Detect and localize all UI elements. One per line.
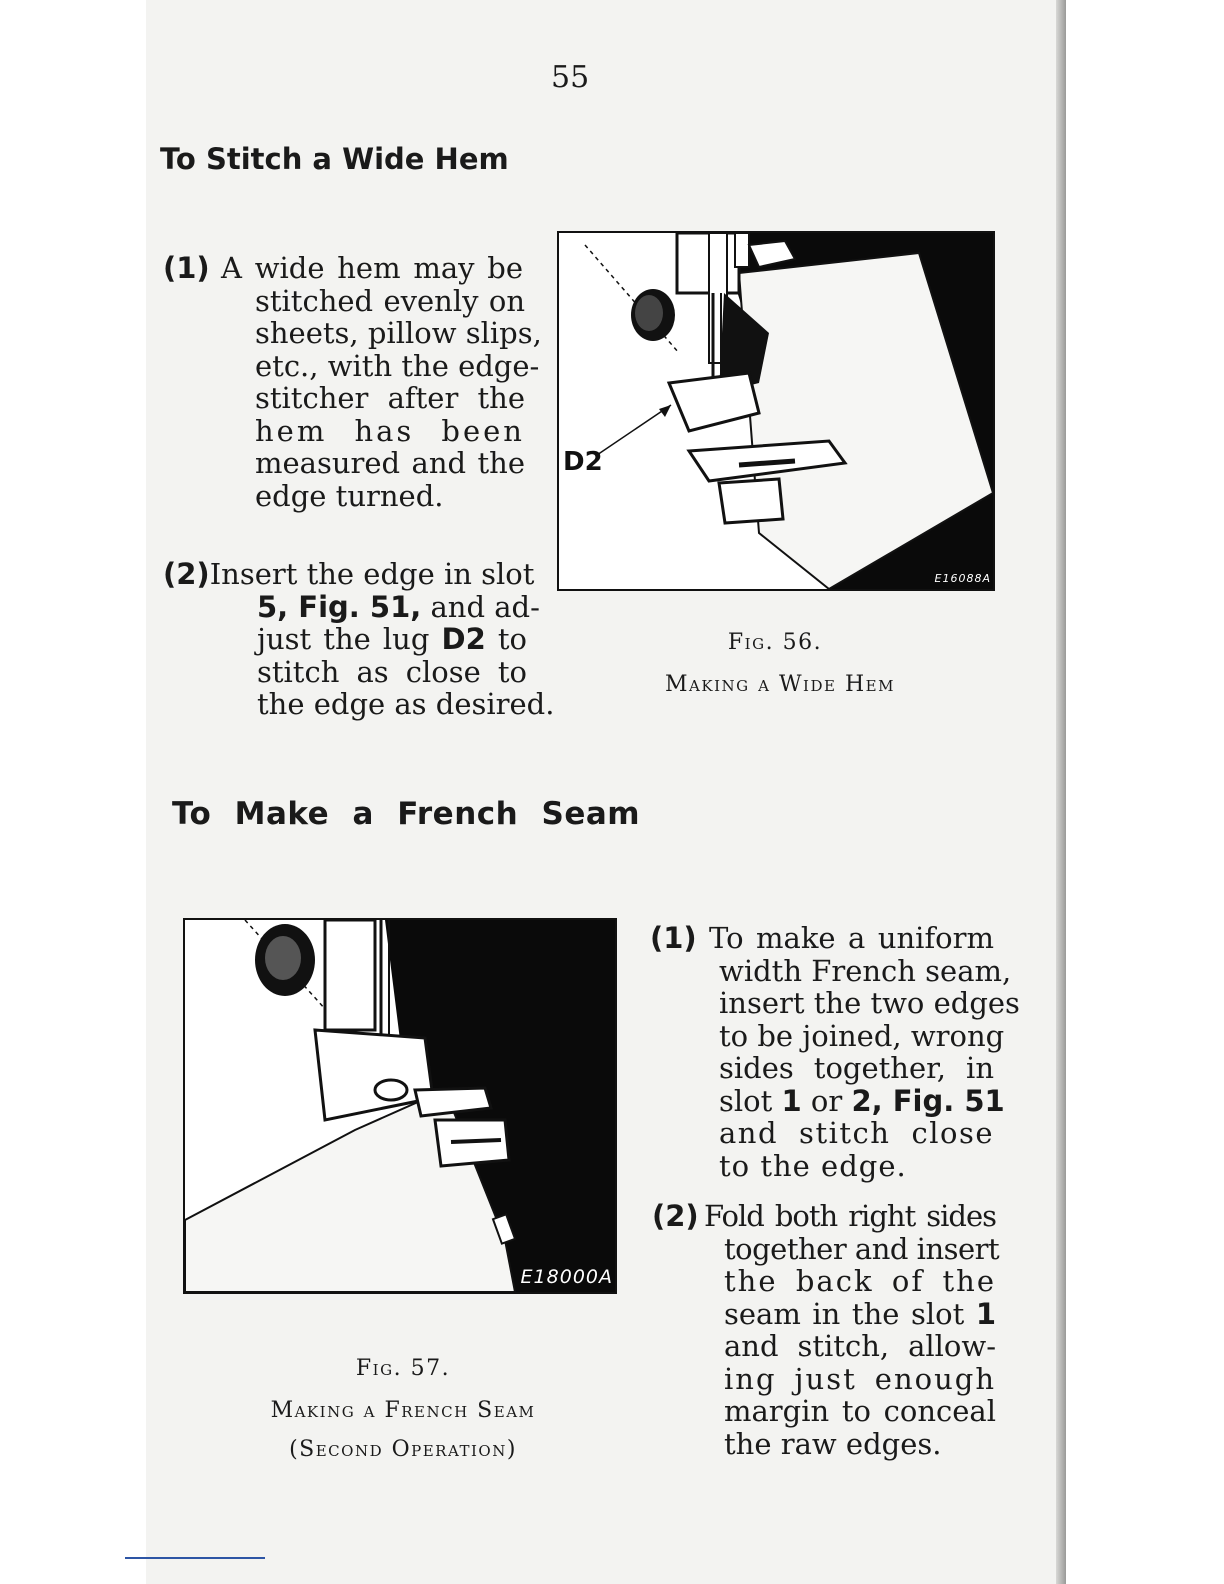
step-number: (2)	[163, 557, 210, 591]
sewing-foot-illustration	[559, 233, 993, 589]
fig-57-title: Making a French Seam	[270, 1398, 536, 1423]
heading-french-seam: To Make a French Seam	[172, 796, 641, 832]
text-line: sides together, in	[719, 1051, 994, 1085]
step-1-body	[719, 953, 1020, 1183]
bottom-line	[125, 1557, 265, 1559]
text-line: edge turned.	[255, 478, 444, 513]
text-line: the raw edges.	[724, 1426, 942, 1461]
figure-56-illustration	[557, 231, 995, 591]
text-line: or	[801, 1083, 852, 1118]
step-number: (2)	[652, 1199, 699, 1233]
lug-reference: D2	[441, 622, 486, 656]
text-line: width French seam,	[719, 953, 1012, 988]
page-number: 55	[551, 60, 590, 95]
text-line: and ad-	[421, 589, 540, 624]
figure-code: E16088A	[934, 572, 991, 585]
text-line: stitched evenly on	[255, 283, 525, 318]
text-line: ing just enough	[724, 1361, 996, 1396]
fig-57-number: Fig. 57.	[355, 1356, 451, 1381]
text-line: the back of the	[724, 1264, 996, 1298]
text-line: stitch as close to	[257, 654, 527, 689]
step-number: (1)	[163, 251, 210, 285]
text-line: measured and the	[255, 446, 525, 480]
text-line: To make a uniform	[709, 921, 994, 955]
slot-reference: 1	[781, 1083, 802, 1118]
text-line: the edge as desired.	[257, 687, 555, 721]
callout-d2: D2	[563, 447, 603, 477]
text-line: and stitch close	[719, 1116, 994, 1150]
text-line: seam in the slot	[724, 1296, 976, 1331]
slot-reference: 1	[975, 1296, 996, 1331]
heading-wide-hem: To Stitch a Wide Hem	[160, 142, 509, 176]
text-line: together and insert	[724, 1231, 1000, 1266]
text-line: hem has been	[255, 413, 525, 448]
text-line: to the edge.	[719, 1148, 907, 1183]
text-line: to	[485, 622, 527, 656]
text-line: just the lug	[257, 622, 442, 656]
figure-57-illustration	[183, 918, 617, 1294]
text-line: stitcher after the	[255, 381, 525, 415]
sewing-foot-illustration	[185, 920, 615, 1292]
french-seam-step-2	[652, 1199, 1000, 1461]
fig-56-number: Fig. 56.	[727, 630, 823, 655]
step-1-body	[255, 283, 542, 513]
text-line: and stitch, allow-	[724, 1329, 996, 1363]
text-line: sheets, pillow slips,	[255, 316, 542, 350]
page-edge	[1056, 0, 1066, 1584]
wide-hem-step-2	[163, 557, 555, 721]
text-line: insert the two edges	[719, 986, 1020, 1020]
text-line: A wide hem may be	[221, 251, 523, 285]
fig-reference: 5, Fig. 51,	[257, 589, 422, 624]
fig-56-title: Making a Wide Hem	[665, 672, 895, 697]
text-line: slot	[719, 1083, 782, 1118]
step-number: (1)	[650, 921, 697, 955]
text-line: Insert the edge in slot	[209, 557, 535, 591]
text-line: to be joined, wrong	[719, 1018, 1005, 1053]
step-2-body	[724, 1231, 1000, 1461]
text-line: etc., with the edge-	[255, 348, 540, 383]
text-line: margin to conceal	[724, 1394, 996, 1428]
wide-hem-step-1	[163, 251, 542, 513]
fig-reference: 2, Fig. 51	[851, 1083, 1005, 1118]
fig-57-subtitle: (Second Operation)	[289, 1437, 517, 1462]
step-2-body	[257, 589, 555, 721]
french-seam-step-1	[650, 921, 1020, 1183]
text-line: Fold both right sides	[704, 1199, 996, 1233]
figure-code: E18000A	[520, 1266, 613, 1288]
